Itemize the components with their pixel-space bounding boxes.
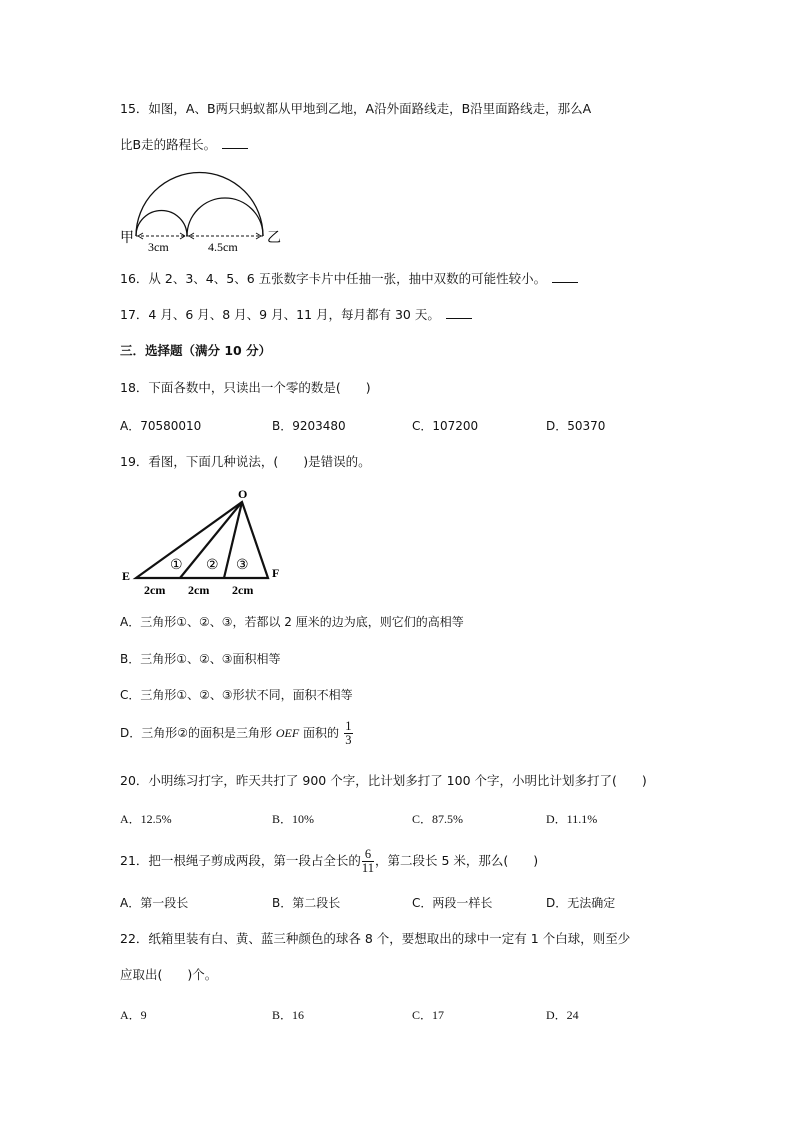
q16-line — [120, 270, 578, 288]
label-4-5cm: 4.5cm — [208, 240, 238, 254]
q21-fraction — [362, 848, 374, 875]
outer-semicircle — [136, 173, 263, 237]
q22-line1: 22．纸箱里装有白、黄、蓝三种颜色的球各 8 个，要想取出的球中一定有 1 个白球，则至少 — [120, 931, 631, 946]
q19-option-b[interactable]: B．三角形①、②、③面积相等 — [120, 652, 281, 666]
q16-text: 16．从 2、3、4、5、6 五张数字卡片中任抽一张，抽中双数的可能性较小。 — [120, 271, 547, 286]
q19-d-name: OEF — [275, 726, 300, 740]
q20-option-a[interactable]: A．12.5% — [120, 812, 172, 826]
base-label-1: 2cm — [144, 583, 166, 597]
q22-line2: 应取出( )个。 — [120, 967, 218, 982]
fraction-numerator: 1 — [345, 719, 352, 733]
q19-d-fraction — [344, 720, 353, 747]
label-tri-1: ① — [170, 558, 183, 573]
q21-line — [120, 846, 538, 876]
q19-d-mid: 面积的 — [302, 726, 339, 740]
q17-answer-blank — [446, 306, 472, 319]
q22-option-a[interactable]: A．9 — [120, 1008, 147, 1022]
q20-option-c[interactable]: C．87.5% — [412, 812, 464, 826]
q17-line — [120, 306, 472, 324]
q19-option-d[interactable] — [120, 720, 354, 747]
q21-option-d[interactable]: D．无法确定 — [546, 896, 616, 910]
q15-line2-text: 比B走的路程长。 — [120, 137, 217, 152]
fraction-numerator: 6 — [364, 847, 372, 861]
q22-option-b[interactable]: B．16 — [272, 1008, 305, 1022]
base-label-3: 2cm — [232, 583, 254, 597]
q20-option-d[interactable]: D．11.1% — [546, 812, 598, 826]
label-yi: 乙 — [267, 231, 281, 246]
q21-suffix: ，第二段长 5 米，那么( ) — [374, 853, 539, 868]
q21-option-a[interactable]: A．第一段长 — [120, 896, 189, 910]
q18-option-b[interactable]: B．9203480 — [272, 419, 346, 433]
q19-option-a[interactable]: A．三角形①、②、③，若都以 2 厘米的边为底，则它们的高相等 — [120, 615, 464, 629]
q19-triangle-figure — [118, 484, 290, 599]
q15-line1: 15．如图，A、B两只蚂蚁都从甲地到乙地，A沿外面路线走，B沿里面路线走，那么A — [120, 101, 592, 116]
inner-large-semicircle — [187, 198, 263, 236]
q15-line2 — [120, 136, 248, 154]
q18-option-c[interactable]: C．107200 — [412, 419, 479, 433]
label-jia: 甲 — [120, 231, 134, 246]
q18-option-a[interactable]: A．70580010 — [120, 419, 202, 433]
fraction-denominator: 3 — [345, 733, 352, 747]
label-f: F — [272, 566, 280, 580]
q21-prefix: 21．把一根绳子剪成两段，第一段占全长的 — [120, 853, 361, 868]
q15-answer-blank — [222, 136, 248, 149]
q18-text: 18．下面各数中，只读出一个零的数是( ) — [120, 380, 371, 395]
base-label-2: 2cm — [188, 583, 210, 597]
q16-answer-blank — [552, 270, 578, 283]
q22-option-d[interactable]: D．24 — [546, 1008, 579, 1022]
fraction-denominator: 11 — [361, 861, 374, 875]
label-o: O — [238, 487, 248, 501]
label-3cm: 3cm — [148, 240, 169, 254]
q19-d-prefix: D．三角形②的面积是三角形 — [120, 726, 272, 740]
q21-option-b[interactable]: B．第二段长 — [272, 896, 341, 910]
q21-option-c[interactable]: C．两段一样长 — [412, 896, 493, 910]
label-e: E — [122, 569, 131, 583]
label-tri-3: ③ — [236, 558, 249, 573]
q17-text: 17．4 月、6 月、8 月、9 月、11 月，每月都有 30 天。 — [120, 307, 440, 322]
q18-option-d[interactable]: D．50370 — [546, 419, 606, 433]
inner-small-semicircle — [136, 211, 187, 237]
label-tri-2: ② — [206, 558, 219, 573]
q20-option-b[interactable]: B．10% — [272, 812, 315, 826]
q20-text: 20．小明练习打字，昨天共打了 900 个字，比计划多打了 100 个字，小明比计划多打了( ) — [120, 773, 647, 788]
q19-text: 19．看图，下面几种说法，( )是错误的。 — [120, 454, 371, 469]
section3-title: 三．选择题（满分 10 分） — [120, 343, 272, 358]
q19-option-c[interactable]: C．三角形①、②、③形状不同，面积不相等 — [120, 688, 353, 702]
q22-option-c[interactable]: C．17 — [412, 1008, 445, 1022]
q15-semicircle-figure — [118, 166, 288, 256]
